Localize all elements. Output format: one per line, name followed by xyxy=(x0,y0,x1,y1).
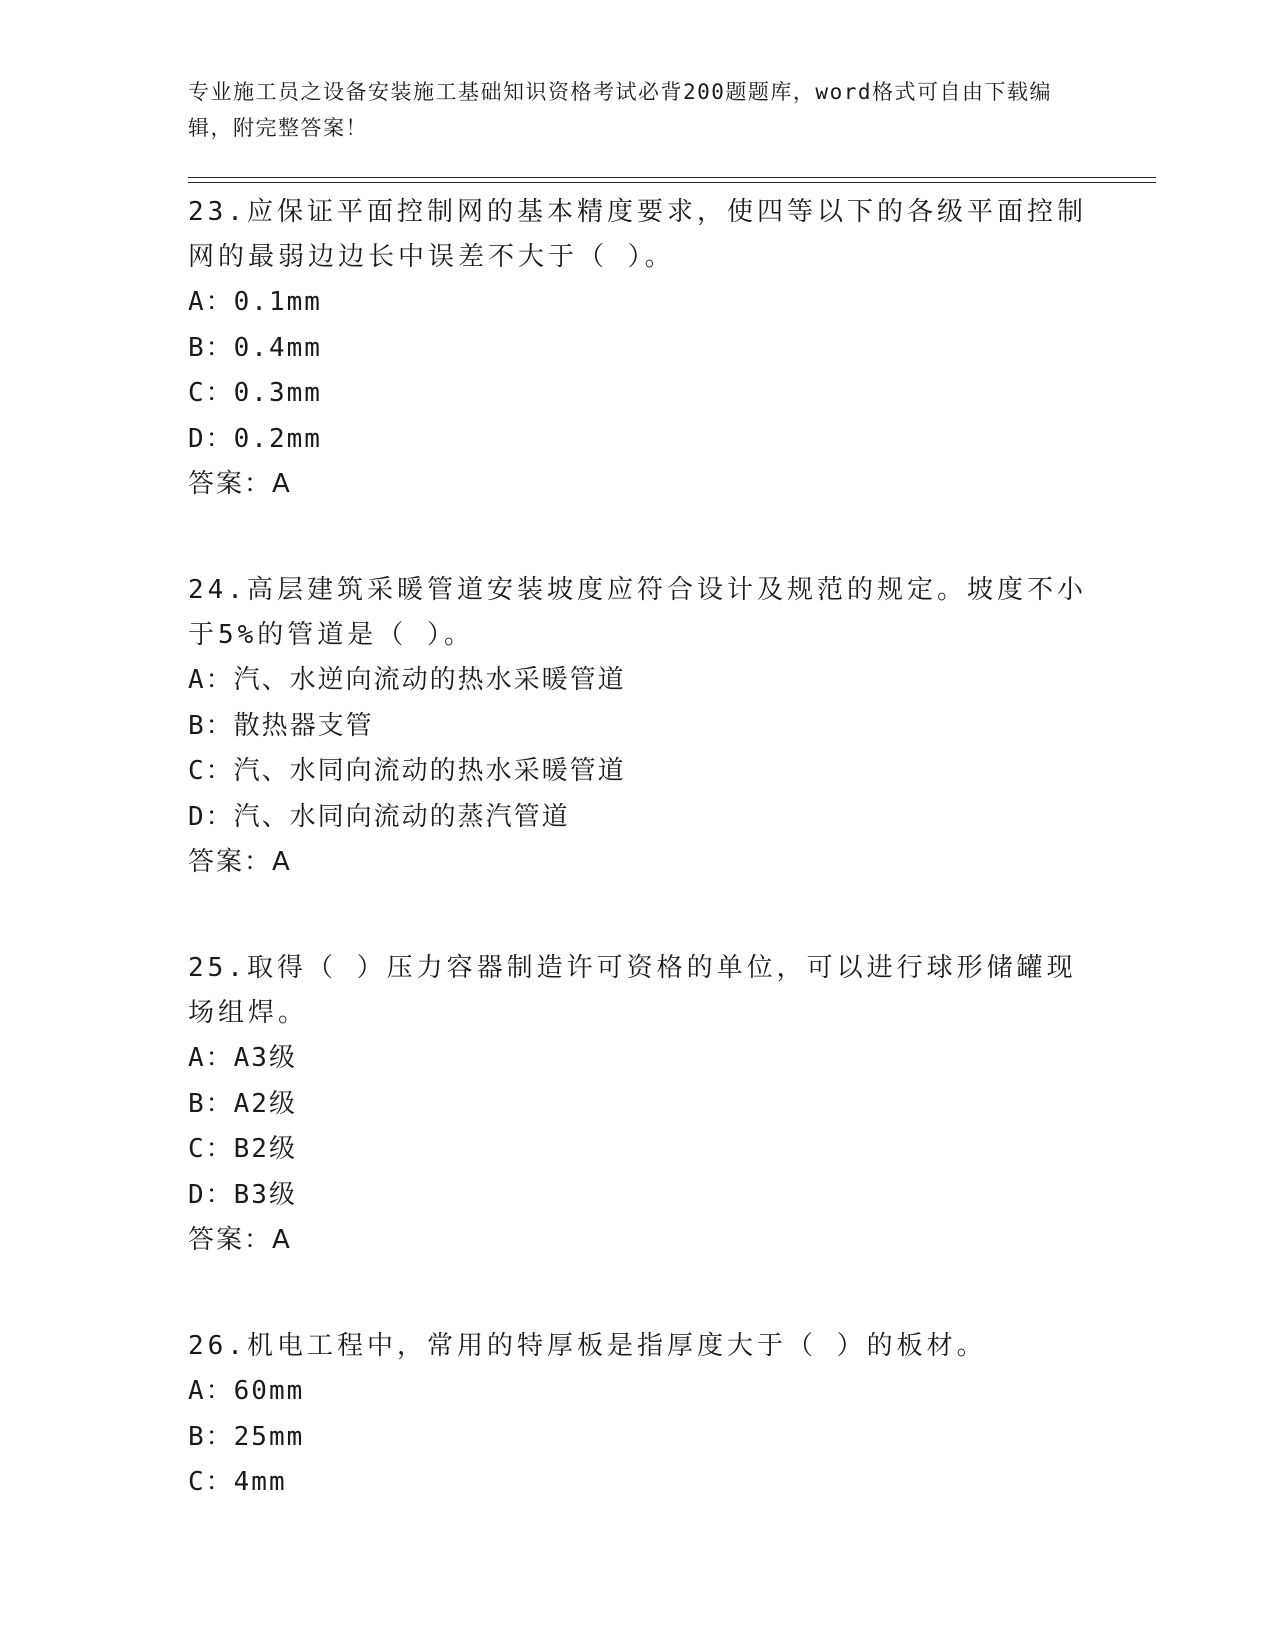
question-25 xyxy=(188,946,1088,1262)
question-stem: 24.高层建筑采暖管道安装坡度应符合设计及规范的规定。坡度不小于5%的管道是（ ）。 xyxy=(188,575,1087,650)
question-24 xyxy=(188,568,1088,884)
option-a: A：汽、水逆向流动的热水采暖管道 xyxy=(188,665,626,695)
answer-line: 答案：A xyxy=(188,847,292,877)
option-c: C：B2级 xyxy=(188,1134,297,1164)
option-b: B：散热器支管 xyxy=(188,710,374,741)
option-a: A：60mm xyxy=(188,1376,305,1406)
option-c: C：4mm xyxy=(188,1467,287,1497)
question-stem: 25.取得（ ）压力容器制造许可资格的单位，可以进行球形储罐现场组焊。 xyxy=(188,953,1077,1028)
question-stem: 26.机电工程中，常用的特厚板是指厚度大于（ ）的板材。 xyxy=(188,1331,987,1361)
header-divider-top xyxy=(188,177,1156,178)
question-list xyxy=(188,190,1088,1568)
option-a: A：0.1mm xyxy=(188,287,322,317)
question-stem: 23.应保证平面控制网的基本精度要求，使四等以下的各级平面控制网的最弱边边长中误差不大于（ ）。 xyxy=(188,197,1087,272)
option-d: D：0.2mm xyxy=(188,423,322,454)
option-c: C：汽、水同向流动的热水采暖管道 xyxy=(188,756,626,786)
question-26 xyxy=(188,1324,1088,1506)
question-23 xyxy=(188,190,1088,506)
option-c: C：0.3mm xyxy=(188,378,322,408)
option-d: D：B3级 xyxy=(188,1179,297,1210)
answer-line: 答案：A xyxy=(188,1225,292,1255)
option-b: B：0.4mm xyxy=(188,332,322,363)
document-header: 专业施工员之设备安装施工基础知识资格考试必背200题题库，word格式可自由下载编辑，附完整答案！ xyxy=(188,80,1052,140)
option-d: D：汽、水同向流动的蒸汽管道 xyxy=(188,801,570,832)
option-b: B：A2级 xyxy=(188,1088,297,1119)
option-b: B：25mm xyxy=(188,1421,305,1452)
header-divider-bottom xyxy=(188,182,1156,183)
answer-line: 答案：A xyxy=(188,469,292,499)
option-a: A：A3级 xyxy=(188,1043,297,1073)
